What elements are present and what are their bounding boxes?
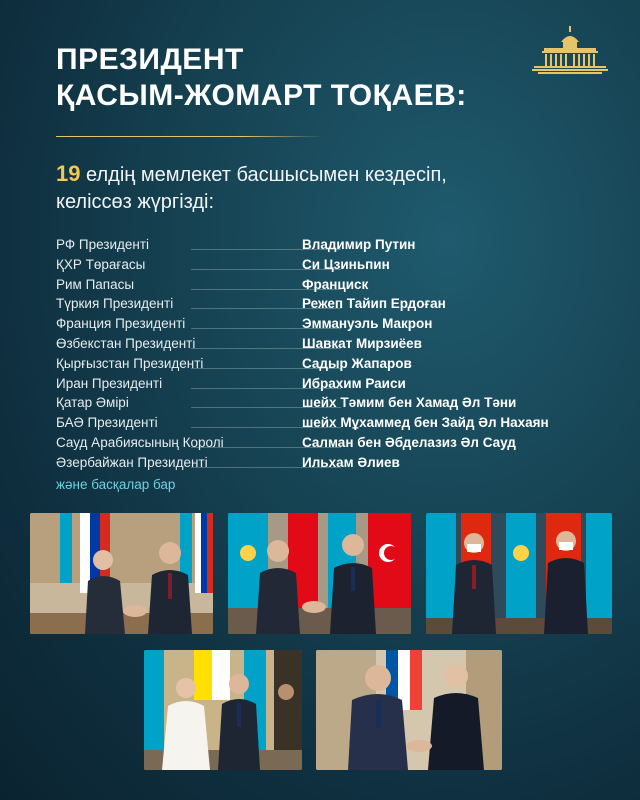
photo-putin bbox=[30, 513, 213, 634]
akorda-palace-icon bbox=[532, 26, 608, 76]
meeting-leader-name: Шавкат Мирзиёев bbox=[302, 335, 422, 351]
meeting-leader-name: шейх Тәмим бен Хамад Әл Тәни bbox=[302, 395, 517, 411]
meeting-leader-name: Ибрахим Раиси bbox=[302, 375, 406, 391]
meeting-role: БАӘ Президенті bbox=[56, 415, 158, 431]
meeting-leader-name: Режеп Тайип Ердоған bbox=[302, 296, 446, 312]
meeting-row bbox=[56, 454, 616, 474]
meeting-row bbox=[56, 375, 616, 395]
meeting-row bbox=[56, 236, 616, 256]
intro-line-1 bbox=[56, 160, 596, 189]
meeting-role: Әзербайжан Президенті bbox=[56, 454, 208, 470]
meetings-count: 19 bbox=[56, 161, 81, 186]
meeting-role: Қатар Әмірі bbox=[56, 395, 129, 411]
meeting-role: Сауд Арабиясының Королі bbox=[56, 434, 224, 450]
meeting-leader-name: Франциск bbox=[302, 276, 369, 292]
meeting-role: Қырғызстан Президенті bbox=[56, 355, 204, 371]
meeting-leader-name: шейх Мұхаммед бен Зайд Әл Нахаян bbox=[302, 415, 549, 431]
intro-line-1-text: елдің мемлекет басшысымен кездесіп, bbox=[80, 164, 447, 186]
meetings-list bbox=[56, 236, 616, 474]
meeting-row bbox=[56, 276, 616, 296]
meeting-row bbox=[56, 335, 616, 355]
meeting-row bbox=[56, 434, 616, 454]
photo-macron bbox=[316, 650, 502, 770]
meeting-role: Түркия Президенті bbox=[56, 296, 174, 312]
meeting-role: ҚХР Төрағасы bbox=[56, 256, 146, 272]
intro-text bbox=[56, 160, 596, 216]
meeting-role: РФ Президенті bbox=[56, 237, 150, 252]
meeting-role: Иран Президенті bbox=[56, 375, 163, 391]
photo-xi bbox=[426, 513, 612, 634]
meeting-role: Франция Президенті bbox=[56, 316, 186, 332]
meeting-role: Өзбекстан Президенті bbox=[56, 335, 196, 351]
title-line-2: ҚАСЫМ-ЖОМАРТ ТОҚАЕВ: bbox=[56, 79, 467, 112]
meeting-leader-name: Салман бен Әбделазиз Әл Сауд bbox=[302, 434, 516, 450]
photo-pope-francis bbox=[144, 650, 302, 770]
page-title bbox=[56, 42, 467, 114]
meeting-leader-name: Садыр Жапаров bbox=[302, 355, 412, 371]
meeting-row bbox=[56, 394, 616, 414]
intro-line-2: келіссөз жүргізді: bbox=[56, 191, 215, 213]
more-label: және басқалар бар bbox=[56, 477, 176, 492]
gold-divider bbox=[56, 136, 324, 137]
meeting-leader-name: Эммануэль Макрон bbox=[302, 316, 433, 332]
meeting-row bbox=[56, 256, 616, 276]
meeting-row bbox=[56, 295, 616, 315]
meeting-row bbox=[56, 414, 616, 434]
meeting-role: Рим Папасы bbox=[56, 276, 135, 292]
meeting-leader-name: Си Цзиньпин bbox=[302, 256, 390, 272]
meeting-leader-name: Владимир Путин bbox=[302, 237, 416, 252]
meeting-row bbox=[56, 355, 616, 375]
photo-erdogan bbox=[228, 513, 411, 634]
meeting-row bbox=[56, 315, 616, 335]
title-line-1: ПРЕЗИДЕНТ bbox=[56, 43, 244, 76]
meeting-leader-name: Ильхам Әлиев bbox=[302, 454, 400, 470]
